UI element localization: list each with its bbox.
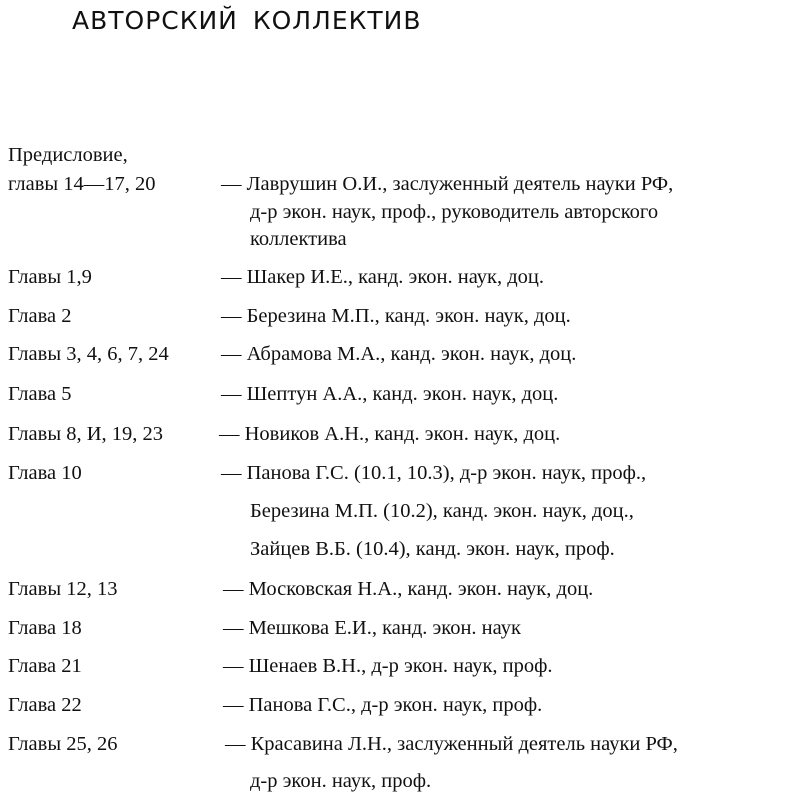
chapter-label: Главы 25, 26 [8,733,118,755]
author-line: — Московская Н.А., канд. экон. наук, доц. [223,578,594,600]
author-line: — Панова Г.С. (10.1, 10.3), д-р экон. наук, проф., [221,462,647,484]
chapter-label: Глава 18 [8,617,82,639]
author-line: — Шептун А.А., канд. экон. наук, доц. [221,383,559,405]
author-line: д-р экон. наук, проф. [250,770,432,792]
chapter-label: главы 14—17, 20 [8,173,156,195]
author-line: Зайцев В.Б. (10.4), канд. экон. наук, проф. [250,538,615,560]
author-line: — Панова Г.С., д-р экон. наук, проф. [223,694,543,716]
author-line: — Красавина Л.Н., заслуженный деятель науки РФ, [225,733,678,755]
chapter-label: Предисловие, [8,144,128,166]
chapter-label: Главы 1,9 [8,266,92,288]
chapter-label: Главы 3, 4, 6, 7, 24 [8,343,169,365]
author-line: — Березина М.П., канд. экон. наук, доц. [221,305,571,327]
author-line: Березина М.П. (10.2), канд. экон. наук, доц., [250,500,634,522]
author-line: — Шакер И.Е., канд. экон. наук, доц. [221,266,545,288]
author-line: — Лаврушин О.И., заслуженный деятель науки РФ, [221,173,674,195]
chapter-label: Глава 22 [8,694,82,716]
chapter-label: Глава 21 [8,655,82,677]
author-line: д-р экон. наук, проф., руководитель авторского [250,201,659,223]
page-title: АВТОРСКИЙ КОЛЛЕКТИВ [72,6,422,35]
author-line: — Мешкова Е.И., канд. экон. наук [223,617,521,639]
chapter-label: Глава 10 [8,462,82,484]
chapter-label: Главы 8, И, 19, 23 [8,423,164,445]
author-line: — Абрамова М.А., канд. экон. наук, доц. [221,343,577,365]
author-line: — Шенаев В.Н., д-р экон. наук, проф. [223,655,553,677]
chapter-label: Глава 2 [8,305,72,327]
author-line: коллектива [250,228,347,250]
author-line: — Новиков А.Н., канд. экон. наук, доц. [219,423,561,445]
chapter-label: Главы 12, 13 [8,578,118,600]
chapter-label: Глава 5 [8,383,72,405]
